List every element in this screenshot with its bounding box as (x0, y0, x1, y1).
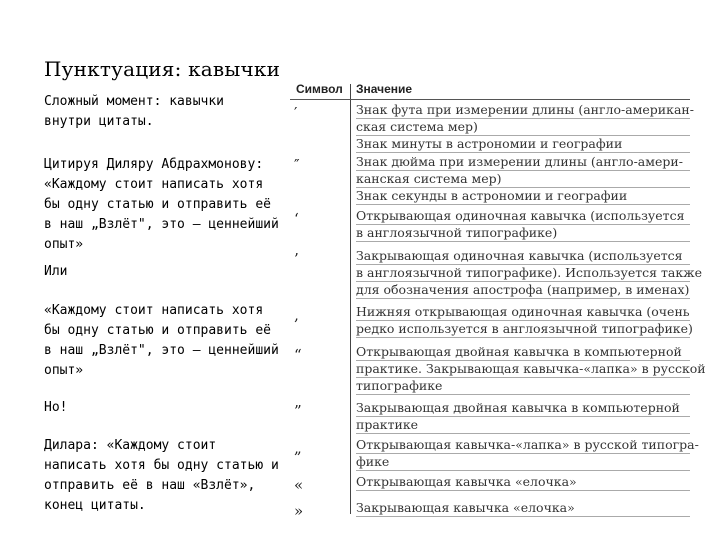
text-line: Цитируя Диляру Абдрахмонову: (44, 157, 264, 172)
symbol-meaning (356, 474, 690, 491)
quote-symbol: ′ (294, 104, 298, 122)
text-line: бы одну статью и отправить её (44, 323, 271, 338)
symbol-meaning (356, 304, 693, 338)
quote-symbol: « (294, 476, 304, 494)
quote-symbol: » (294, 502, 304, 520)
symbol-meaning (356, 102, 694, 153)
meaning-line: Открывающая одиночная кавычка (используется (356, 208, 690, 225)
text-line: Или (44, 264, 68, 279)
header-rule (290, 99, 690, 100)
symbol-meaning (356, 154, 690, 205)
text-line: «Каждому стоит написать хотя (44, 177, 264, 192)
meaning-line: Нижняя открывающая одиночная кавычка (очень (356, 304, 690, 319)
text-line: в наш „Взлёт", это – ценнейший (44, 217, 279, 232)
meaning-line: Закрывающая одиночная кавычка (используется (356, 248, 690, 265)
header-symbol: Символ (296, 82, 343, 96)
meaning-line: Открывающая двойная кавычка в компьютерной (356, 344, 690, 361)
paragraph-quote-2 (44, 301, 284, 381)
meaning-line: Знак фута при измерении длины (англо-американ- (356, 102, 694, 117)
meaning-line: в англоязычной типографике). Используется также (356, 265, 703, 280)
meaning-line: канская система мер) (356, 171, 690, 188)
table-divider (350, 84, 351, 514)
meaning-line: фике (356, 454, 690, 471)
quote-symbol: „ (294, 439, 302, 457)
meaning-line: для обозначения апострофа (например, в именах) (356, 282, 690, 297)
meaning-line: Знак минуты в астрономии и географии (356, 136, 690, 153)
meaning-line: Закрывающая кавычка «елочка» (356, 500, 690, 517)
symbol-meaning (356, 344, 706, 395)
quote-symbol: ’ (294, 250, 299, 268)
text-line: Дилара: «Каждому стоит (44, 438, 217, 453)
text-line: внутри цитаты. (44, 114, 154, 129)
meaning-line: Открывающая кавычка-«лапка» в русской типогра- (356, 437, 699, 452)
paragraph-quote-3 (44, 436, 284, 516)
meaning-line: Знак дюйма при измерении длины (англо-амери- (356, 154, 690, 171)
text-line: бы одну статью и отправить её (44, 197, 271, 212)
header-meaning: Значение (356, 82, 413, 96)
text-line: конец цитаты. (44, 498, 146, 513)
meaning-line: Закрывающая двойная кавычка в компьютерной (356, 400, 690, 417)
text-line: в наш „Взлёт", это – ценнейший (44, 343, 279, 358)
quotes-table (290, 82, 706, 520)
meaning-line: в англоязычной типографике) (356, 225, 690, 242)
text-line: опыт» (44, 237, 84, 252)
text-line: Но! (44, 400, 68, 415)
symbol-meaning (356, 208, 690, 242)
text-line: написать хотя бы одну статью и (44, 458, 279, 473)
paragraph-quote-1 (44, 155, 284, 255)
text-line: «Каждому стоит написать хотя (44, 303, 264, 318)
text-line: опыт» (44, 363, 84, 378)
text-line: Сложный момент: кавычки (44, 94, 225, 109)
meaning-line: редко используется в англоязычной типографике) (356, 321, 693, 336)
paragraph-but (44, 398, 284, 418)
meaning-line: Открывающая кавычка «елочка» (356, 474, 690, 491)
symbol-meaning (356, 400, 690, 434)
quote-symbol: ” (294, 402, 302, 420)
symbol-meaning (356, 500, 690, 517)
quote-symbol: ″ (294, 156, 300, 174)
quote-symbol: ‘ (294, 210, 299, 228)
meaning-line: Знак секунды в астрономии и географии (356, 188, 690, 205)
meaning-line: практике (356, 417, 690, 434)
text-line: отправить её в наш «Взлёт», (44, 478, 256, 493)
meaning-line: практике. Закрывающая кавычка-«лапка» в русской (356, 361, 706, 376)
slide-title: Пунктуация: кавычки (44, 57, 281, 81)
symbol-meaning (356, 437, 699, 471)
meaning-line: типографике (356, 378, 690, 395)
paragraph-intro (44, 92, 284, 132)
paragraph-or (44, 262, 284, 282)
quote-symbol: ‚ (294, 306, 299, 324)
quote-symbol: “ (294, 346, 302, 364)
symbol-meaning (356, 248, 703, 299)
meaning-line: ская система мер) (356, 119, 690, 136)
